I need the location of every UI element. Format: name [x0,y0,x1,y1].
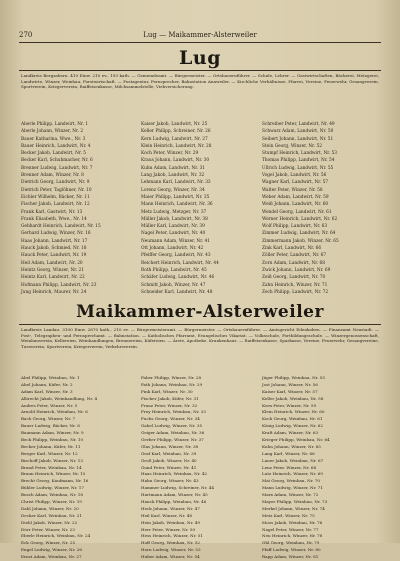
lug-column-2 [141,121,255,297]
directory-entry: Lang Jakob, Landwirt, Nr. 32 [141,173,205,179]
running-title: Lug — Maikammer-Alsterweiler [143,31,257,39]
maikammer-column-3 [262,375,380,560]
directory-entry: Geiger Adam, Weinbau, Nr. 36 [141,430,205,436]
directory-entry: Krieger Philipp, Weinbau, Nr. 64 [262,437,330,443]
section-intro-maikammer: Landkreis Landau. 3100 Einw. 2870 kath., 210 ev. — Bürgermeisteramt. — Bürgermeister. — Ortsbauernführer. — Amtsgericht Edenkoben. — Finanzamt Neustadt. — Post-, Telegraphen- und Fernsprechamt. — Bahnstation. — Katholisches Pfarramt, Evangelisches Vikariat. — Volksschule, Fortbildungsschule. — Winzergenossenschaft, Weinbauverein, Kellereien, Weinhandlungen, Brennereien, Küfereien. — Ärzte, Apotheke, Krankenhaus. — Raiffeisenkasse, Sparkasse, Vereine, Feuerwehr, Gesangvereine, Turnverein, Sportverein, Kriegerverein, Verkehrsverein. [21,327,379,350]
maikammer-column-1 [21,375,135,560]
section-rule-maikammer [19,324,381,325]
directory-entry: Ott Johann, Landwirt, Nr. 42 [141,246,204,252]
directory-entry: König Ludwig, Winzer, Nr. 62 [262,423,323,429]
directory-entry: Seibert Johann, Landwirt, Nr. 51 [262,136,334,142]
directory-entry: Frank Karl, Gastwirt, Nr. 13 [21,209,83,215]
directory-entry: Ullrich Ludwig, Landwirt, Nr. 55 [262,165,334,171]
directory-entry: Fischer Jakob, Küfer, Nr. 31 [141,395,199,401]
directory-entry: Wagner Karl, Landwirt, Nr. 57 [262,180,329,186]
directory-entry: Heil Karl, Winzer, Nr. 48 [141,512,192,518]
directory-entry: Kuhn Johann, Winzer, Nr. 65 [262,443,321,449]
directory-entry: Bischoff Jakob, Winzer, Nr. 13 [21,457,83,463]
directory-entry: Braun Heinrich, Winzer, Nr. 15 [21,471,86,477]
directory-entry: Mann Ludwig, Winzer, Nr. 71 [262,485,323,491]
directory-entry: Bauer Heinrich, Landwirt, Nr. 4 [21,143,91,149]
directory-entry: Hauck Jakob, Schmied, Nr. 18 [21,246,87,252]
directory-entry: Groß Jakob, Winzer, Nr. 40 [141,457,197,463]
directory-entry: Stumpf Heinrich, Landwirt, Nr. 53 [262,151,338,157]
section-intro-lug: Landkreis Bergzabern. 410 Einw. 210 ev., 193 kath. — Gemeindeamt. — Bürgermeister. — Ortsbauernführer. — Schule, Lehrer. — Gastwirtschaften, Bäckerei, Metzgerei, Landwirte, Winzer, Weinbau, Forstwirtschaft. — Postagentur, Fernsprecher, Bahnstation Annweiler. — Kirchliche Verhältnisse, Pfarrei, Vereine, Feuerwehr, Gesangverein, Sportverein, Kriegerverein, Raiffeisenkasse, Milchsammelstelle, Viehversicherung. [21,73,379,90]
directory-entry: Metz Karl, Winzer, Nr. 75 [262,512,315,518]
directory-entry: Lutz Heinrich, Winzer, Nr. 69 [262,471,323,477]
directory-entry: Glas Johann, Winzer, Nr. 38 [141,443,199,449]
directory-entry: Mayer Philipp, Weinbau, Nr. 73 [262,499,328,505]
directory-entry: Becker Karl, Schuhmacher, Nr. 6 [21,158,93,164]
directory-entry: Dörr Peter, Winzer, Nr. 23 [21,526,75,532]
directory-entry: Koch Peter, Winzer, Nr. 29 [141,151,199,157]
directory-entry: Keller Jakob, Weinbau, Nr. 58 [262,395,324,401]
directory-entry: Kaiser Jakob, Landwirt, Nr. 25 [141,122,208,127]
directory-entry: Gund Peter, Winzer, Nr. 41 [141,464,197,470]
directory-entry: Schwarz Adam, Landwirt, Nr. 50 [262,129,334,135]
directory-entry: Reichert Heinrich, Landwirt, Nr. 44 [141,260,219,266]
directory-entry: Mai Georg, Weinbau, Nr. 70 [262,478,321,484]
directory-entry: Baumann Adam, Winzer, Nr. 9 [21,430,84,436]
directory-entry: Wolf Philipp, Landwirt, Nr. 63 [262,224,328,230]
directory-entry: Ohl Georg, Weinbau, Nr. 79 [262,540,320,546]
directory-entry: Frank Elisabeth, Wwe., Nr. 14 [21,216,87,222]
directory-entry: Nagel Peter, Landwirt, Nr. 40 [141,231,206,237]
directory-entry: Klein Heinrich, Winzer, Nr. 60 [262,409,325,415]
directory-entry: Jung Heinrich, Maurer, Nr. 24 [21,289,87,295]
directory-entry: Nagel Peter, Winzer, Nr. 77 [262,526,319,532]
directory-entry: Mann Heinrich, Landwirt, Nr. 36 [141,202,213,208]
directory-entry: Horn Ludwig, Winzer, Nr. 53 [141,547,201,553]
directory-entry: Stein Georg, Winzer, Nr. 52 [262,143,322,149]
directory-entry: Heintz Georg, Winzer, Nr. 21 [21,267,85,273]
directory-entry: Kaiser Karl, Winzer, Nr. 57 [262,388,318,394]
directory-entry: Weiß Johann, Landwirt, Nr. 60 [262,202,329,208]
directory-entry: Bühler Ludwig, Winzer, Nr. 17 [21,485,84,491]
directory-entry: Maier Philipp, Landwirt, Nr. 35 [141,194,210,200]
directory-entry: Zink Karl, Landwirt, Nr. 66 [262,246,322,252]
section-title-lug: Lug [179,47,221,69]
directory-entry: Bach Georg, Winzer, Nr. 7 [21,416,76,422]
directory-entry: Kern Ludwig, Landwirt, Nr. 27 [141,136,208,142]
directory-entry: Moos Jakob, Weinbau, Nr. 76 [262,519,323,525]
directory-entry: Heck Johann, Winzer, Nr. 47 [141,505,200,511]
directory-entry: Aberle Philipp, Landwirt, Nr. 1 [21,122,89,127]
directory-entry: Pfaff Ludwig, Winzer, Nr. 80 [262,547,321,553]
directory-entry: Huber Adam, Winzer, Nr. 54 [141,554,200,560]
directory-entry: Albrecht Jakob, Weinhandlung, Nr. 4 [21,395,98,401]
directory-entry: Aberle Johann, Winzer, Nr. 2 [21,129,84,135]
maikammer-column-2 [141,375,255,560]
directory-entry: Lang Karl, Winzer, Nr. 66 [262,450,315,456]
directory-entry: Heil Adam, Landwirt, Nr. 20 [21,260,83,266]
directory-entry: Berger Karl, Winzer, Nr. 12 [21,450,78,456]
directory-entry: Metz Ludwig, Metzger, Nr. 37 [141,209,207,215]
directory-entry: Müller Karl, Landwirt, Nr. 39 [141,224,205,230]
lug-column-1 [21,121,135,297]
directory-entry: Zimmermann Jakob, Winzer, Nr. 65 [262,238,339,244]
directory-entry: Fuchs Georg, Winzer, Nr. 34 [141,416,200,422]
directory-entry: Neu Heinrich, Winzer, Nr. 78 [262,533,323,539]
directory-entry: Beck Philipp, Weinbau, Nr. 10 [21,437,84,443]
directory-entry: Christ Philipp, Winzer, Nr. 19 [21,499,82,505]
directory-entry: Fath Johann, Weinbau, Nr. 29 [141,381,203,387]
directory-entry: Jost Johann, Winzer, Nr. 56 [262,381,318,387]
directory-entry: Brecht Georg, Kaufmann, Nr. 16 [21,478,89,484]
directory-entry: Arnold Heinrich, Weinbau, Nr. 6 [21,409,88,415]
directory-entry: Vogel Jakob, Landwirt, Nr. 56 [262,173,327,179]
directory-entry: Kraft Adam, Winzer, Nr. 63 [262,430,319,436]
directory-entry: Gerber Philipp, Winzer, Nr. 37 [141,437,204,443]
directory-entry: Zahn Heinrich, Winzer, Nr. 71 [262,282,328,288]
directory-entry: Franz Peter, Winzer, Nr. 32 [141,402,198,408]
directory-entry: Lorenz Georg, Winzer, Nr. 34 [141,187,205,193]
directory-entry: Gabel Ludwig, Winzer, Nr. 35 [141,423,203,429]
directory-entry: Dietrich Georg, Landwirt, Nr. 9 [21,180,90,186]
directory-entry: Decker Karl, Weinbau, Nr. 21 [21,512,82,518]
directory-entry: Hauck Philipp, Weinbau, Nr. 46 [141,499,207,505]
lug-column-3 [262,121,380,297]
directory-entry: Rapp Adam, Winzer, Nr. 81 [262,554,319,560]
directory-entry: Becker Jakob, Landwirt, Nr. 5 [21,151,86,157]
directory-entry: Zimmer Ludwig, Landwirt, Nr. 64 [262,231,336,237]
directory-entry: Adam Karl, Winzer, Nr. 3 [21,388,73,394]
directory-entry: Brand Peter, Weinbau, Nr. 14 [21,464,82,470]
directory-entry: Dietrich Peter, Taglöhner, Nr. 10 [21,187,92,193]
directory-entry: Abel Philipp, Weinbau, Nr. 1 [21,375,80,380]
directory-entry: Kuhn Adam, Landwirt, Nr. 31 [141,165,206,171]
directory-entry: Roth Philipp, Landwirt, Nr. 45 [141,267,207,273]
directory-entry: Graf Karl, Weinbau, Nr. 39 [141,450,197,456]
directory-entry: Schneider Karl, Landwirt, Nr. 48 [141,289,213,295]
directory-entry: Hess Heinrich, Winzer, Nr. 51 [141,533,203,539]
directory-entry: Weber Adam, Landwirt, Nr. 59 [262,194,329,200]
directory-entry: Neumann Adam, Winzer, Nr. 41 [141,238,210,244]
directory-entry: Jäger Philipp, Weinbau, Nr. 55 [262,375,325,380]
directory-entry: Eberle Heinrich, Weinbau, Nr. 24 [21,533,91,539]
directory-entry: Zwick Johann, Landwirt, Nr. 69 [262,267,331,273]
directory-entry: Keller Philipp, Schreiner, Nr. 26 [141,129,211,135]
directory-entry: Hauck Peter, Landwirt, Nr. 19 [21,253,87,259]
directory-entry: Gebhardt Heinrich, Landwirt, Nr. 15 [21,224,101,230]
directory-entry: Hammer Ludwig, Schreiner, Nr. 44 [141,485,214,491]
directory-entry: Lenz Peter, Winzer, Nr. 68 [262,464,317,470]
directory-entry: Zech Philipp, Landwirt, Nr. 72 [262,289,329,295]
directory-entry: Marx Adam, Winzer, Nr. 72 [262,492,319,498]
section-title-maikammer: Maikammer-Alsterweiler [76,302,324,322]
directory-entry: Ernst Adam, Weinbau, Nr. 27 [21,554,82,560]
directory-entry: Becker Johann, Küfer, Nr. 11 [21,443,81,449]
directory-entry: Diehl Jakob, Winzer, Nr. 22 [21,519,78,525]
directory-entry: Koch Georg, Weinbau, Nr. 61 [262,416,323,422]
directory-entry: Heintz Karl, Landwirt, Nr. 22 [21,275,85,281]
directory-entry: Gerhard Ludwig, Winzer, Nr. 16 [21,231,91,237]
directory-entry: Thomas Philipp, Landwirt, Nr. 54 [262,158,335,164]
directory-entry: Zeiß Georg, Landwirt, Nr. 70 [262,275,326,281]
directory-entry: Lehmann Karl, Landwirt, Nr. 33 [141,180,211,186]
directory-entry: Andres Peter, Winzer, Nr. 5 [21,402,78,408]
directory-entry: Hein Jakob, Weinbau, Nr. 49 [141,519,200,525]
directory-entry: Merkel Johann, Winzer, Nr. 74 [262,505,325,511]
directory-entry: Eichler Wilhelm, Bäcker, Nr. 11 [21,194,90,200]
directory-entry: Herr Peter, Winzer, Nr. 50 [141,526,196,532]
directory-entry: Brenner Adam, Winzer, Nr. 8 [21,173,84,179]
directory-entry: Fink Karl, Winzer, Nr. 30 [141,388,193,394]
section-rule-lug [19,70,381,71]
directory-entry: Zorn Adam, Landwirt, Nr. 68 [262,260,326,266]
directory-entry: Faber Philipp, Winzer, Nr. 28 [141,375,202,380]
directory-entry: Werner Heinrich, Landwirt, Nr. 62 [262,216,338,222]
directory-entry: Frey Heinrich, Weinbau, Nr. 33 [141,409,207,415]
directory-entry: Hahn Georg, Winzer, Nr. 43 [141,478,199,484]
directory-entry: Kraus Johann, Landwirt, Nr. 30 [141,158,210,164]
directory-entry: Pfeiffer Georg, Landwirt, Nr. 43 [141,253,211,259]
directory-entry: Schmitt Jakob, Winzer, Nr. 47 [141,282,206,288]
directory-entry: Busch Adam, Weinbau, Nr. 18 [21,492,83,498]
page-header [19,31,381,41]
directory-entry: Fischer Jakob, Landwirt, Nr. 12 [21,202,90,208]
directory-entry: Schreiber Peter, Landwirt, Nr. 49 [262,122,335,127]
directory-entry: Walter Peter, Winzer, Nr. 58 [262,187,323,193]
directory-entry: Zöller Peter, Landwirt, Nr. 67 [262,253,327,259]
header-rule [19,42,381,43]
directory-entry: Brenner Ludwig, Landwirt, Nr. 7 [21,165,93,171]
directory-entry: Haas Heinrich, Weinbau, Nr. 42 [141,471,208,477]
directory-entry: Klein Heinrich, Landwirt, Nr. 28 [141,143,212,149]
directory-entry: Engel Ludwig, Winzer, Nr. 26 [21,547,82,553]
directory-entry: Müller Jakob, Landwirt, Nr. 38 [141,216,208,222]
directory-entry: Hoff Georg, Weinbau, Nr. 52 [141,540,201,546]
directory-entry: Haas Johann, Landwirt, Nr. 17 [21,238,88,244]
directory-entry: Hofmann Philipp, Landwirt, Nr. 23 [21,282,97,288]
directory-entry: Abel Johann, Küfer, Nr. 2 [21,381,73,387]
directory-entry: Wendel Georg, Landwirt, Nr. 61 [262,209,332,215]
page-number: 270 [19,31,33,39]
directory-entry: Dahl Johann, Winzer, Nr. 20 [21,505,79,511]
directory-entry: Lauer Jakob, Weinbau, Nr. 67 [262,457,324,463]
directory-entry: Bauer Katharina, Wwe., Nr. 3 [21,136,86,142]
directory-entry: Kern Peter, Winzer, Nr. 59 [262,402,317,408]
directory-entry: Schäfer Ludwig, Landwirt, Nr. 46 [141,275,215,281]
directory-entry: Eck Georg, Winzer, Nr. 25 [21,540,76,546]
directory-entry: Bauer Ludwig, Bäcker, Nr. 8 [21,423,80,429]
directory-entry: Hartmann Adam, Winzer, Nr. 45 [141,492,208,498]
